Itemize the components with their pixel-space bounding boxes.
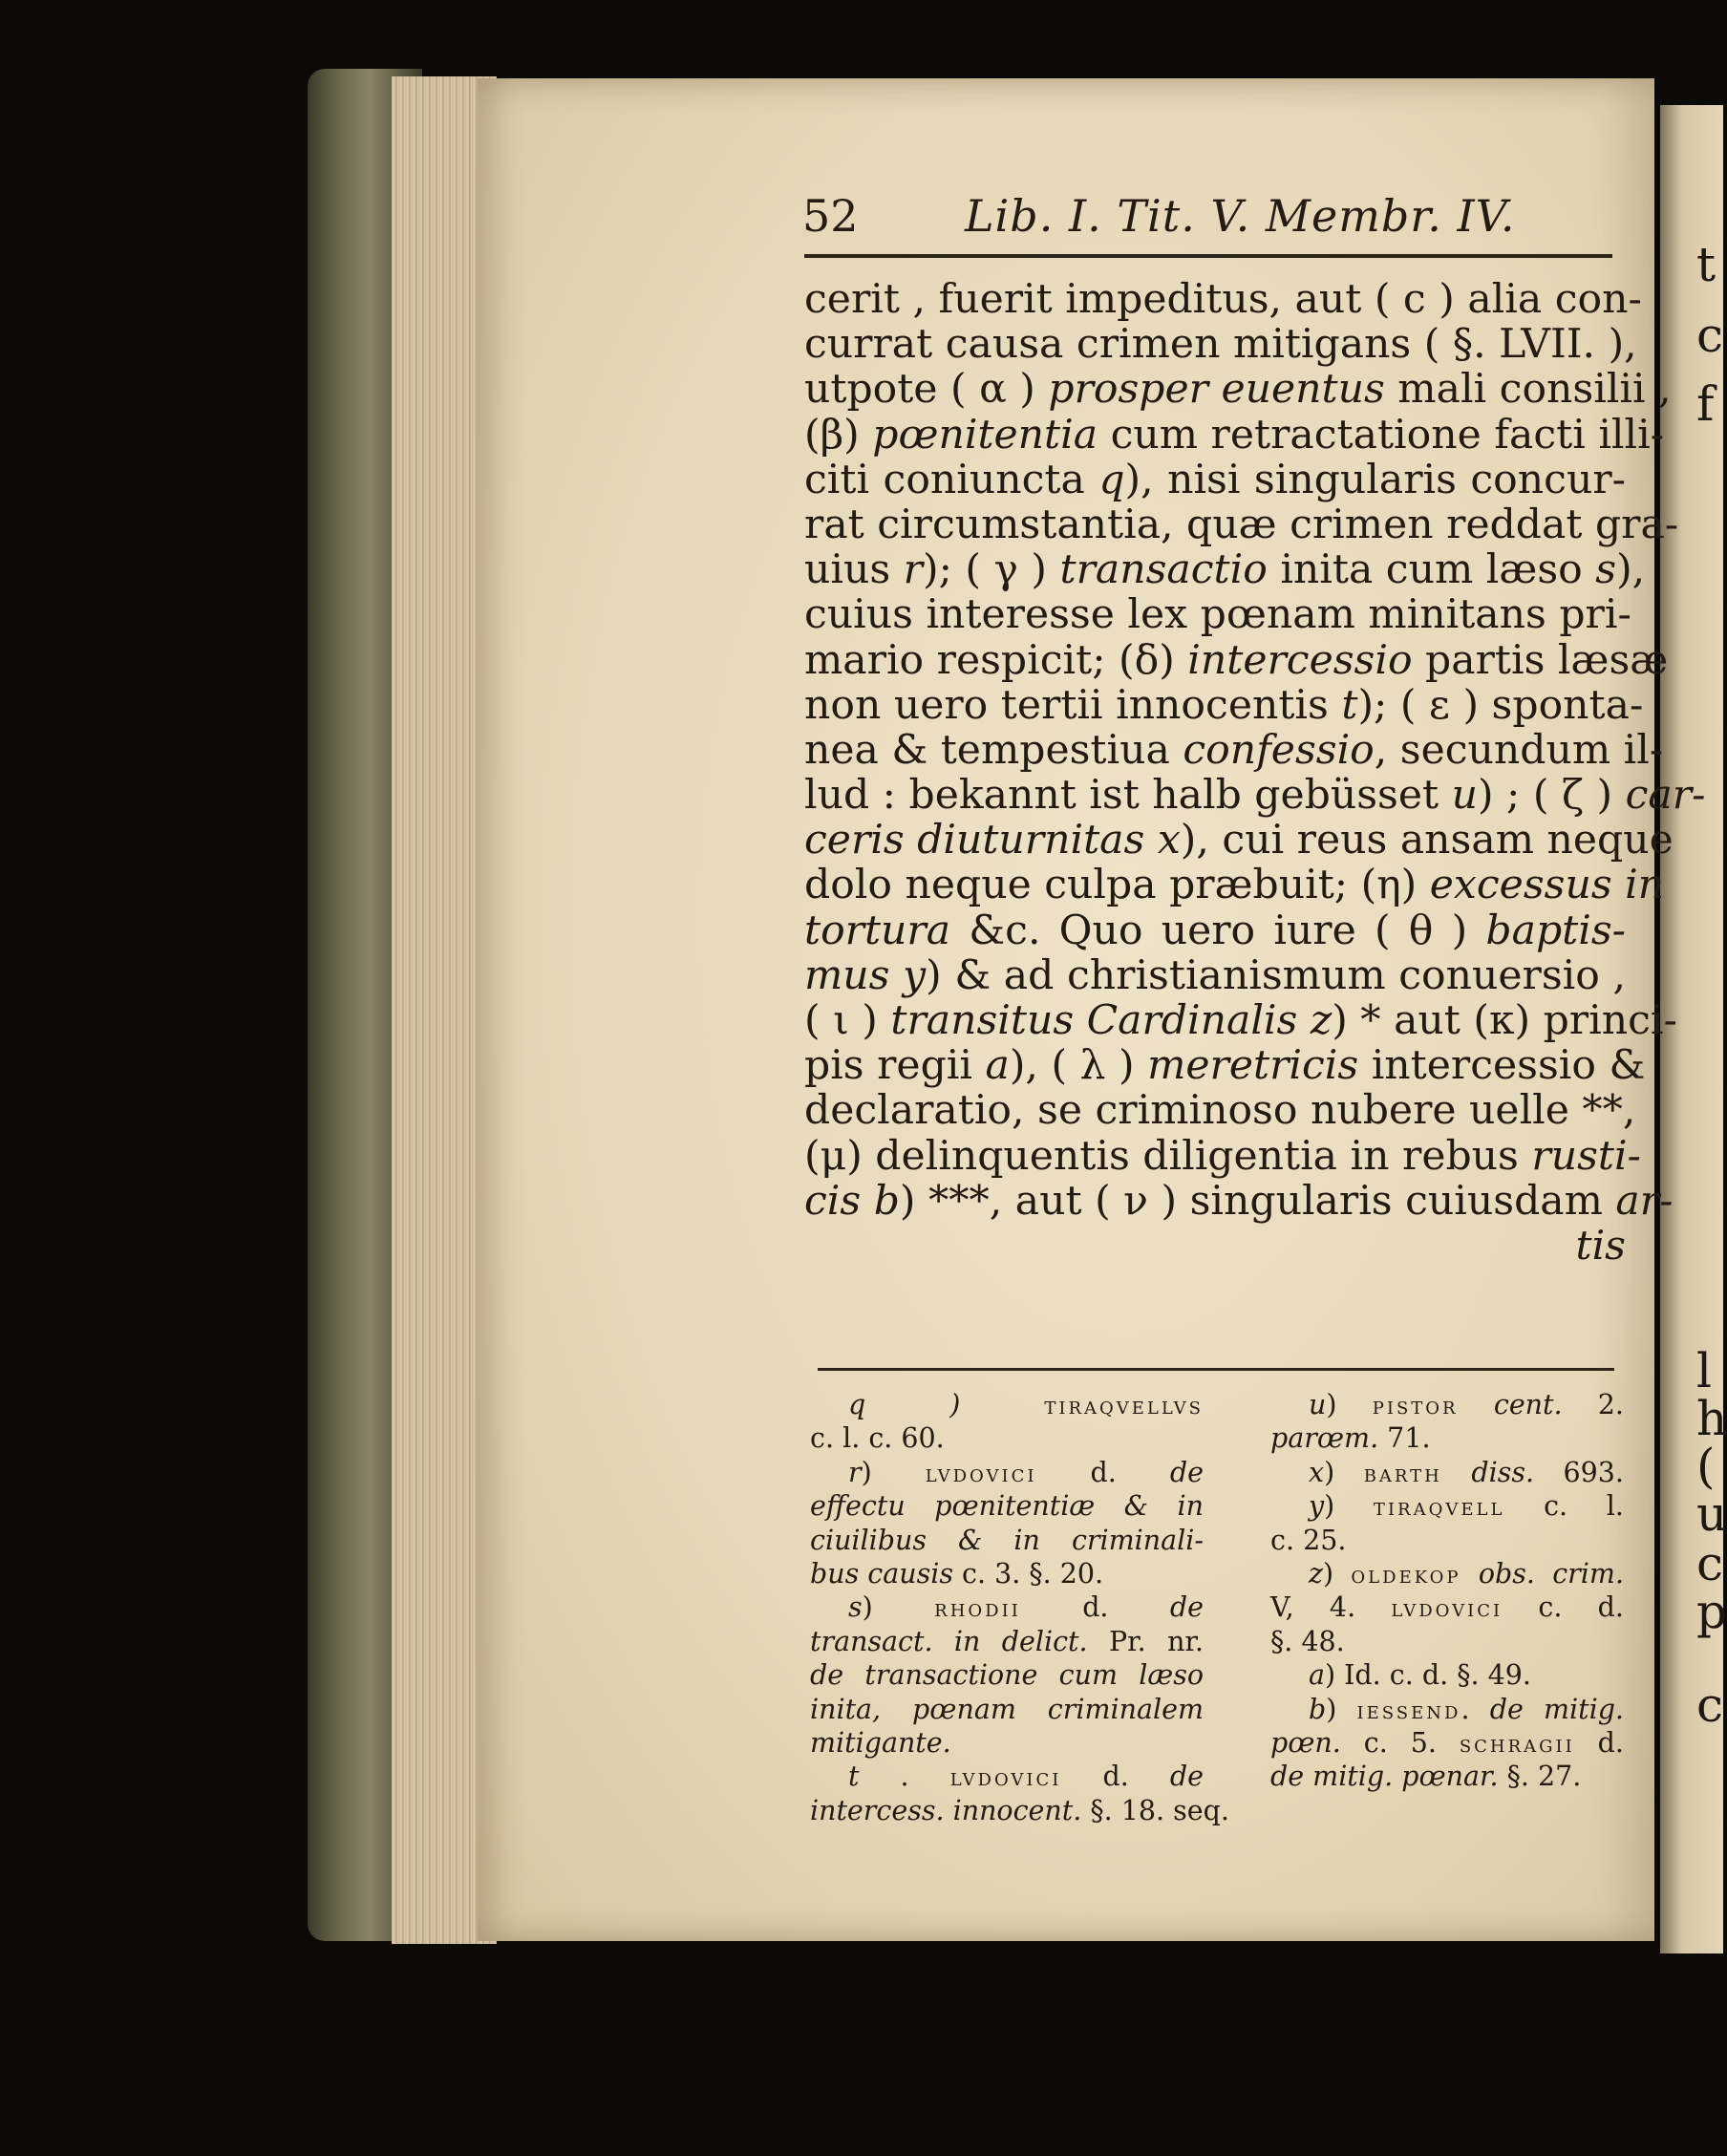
text-run: dolo neque culpa præbuit; (η) [804,862,1430,909]
text-run: ), ( λ ) [1009,1042,1148,1090]
text-run: pistor [1372,1392,1459,1420]
text-line [804,1177,1674,1225]
text-run: ) [1326,1693,1357,1725]
text-run: c. d. [1503,1591,1624,1624]
text-run: tis [1575,1222,1626,1270]
footnotes-right-column [1270,1388,1624,1794]
next-page-glyph: t [1696,237,1716,292]
text-run: s [848,1591,863,1624]
text-line [804,681,1644,729]
text-run: z [1309,1557,1324,1590]
text-run: citi coniuncta [804,456,1099,503]
text-line [804,1132,1641,1180]
text-run: utpote ( α ) [804,366,1049,414]
text-line [804,1087,1636,1135]
text-run: ) ; ( ζ ) [1477,772,1626,820]
text-run: . [859,1761,950,1793]
text-line [804,501,1679,548]
text-line [804,411,1665,459]
text-line [804,726,1664,774]
text-run: rusti- [1531,1132,1641,1180]
footnote-line [1270,1726,1624,1760]
text-run: iessend [1356,1696,1461,1725]
text-run [1461,1558,1479,1590]
text-line [804,1042,1646,1090]
text-run: ) [1324,1490,1374,1523]
text-run: transactio [1059,546,1268,594]
head-rule [804,254,1612,258]
text-run: pœn. [1270,1726,1341,1759]
footnote-line [810,1557,1204,1590]
text-run: §. 27. [1498,1761,1582,1793]
text-run: diss. [1471,1456,1535,1488]
text-run: bus causis [810,1557,953,1590]
footnote-line [810,1456,1204,1489]
footnote-rule [818,1368,1614,1371]
footnote-line [810,1726,1204,1760]
text-run: pis regii [804,1042,986,1090]
text-run: de mitig. pœnar. [1270,1761,1499,1793]
text-run: inita cum læso [1267,546,1596,594]
text-run: ); ( γ ) [922,546,1060,594]
text-run: currat causa crimen mitigans ( §. LVII. ), [804,321,1637,369]
text-run: obs. crim. [1478,1557,1624,1590]
text-line [804,908,1626,953]
next-page-glyph: c [1696,1677,1724,1733]
text-run: ceris diuturnitas x [804,817,1181,865]
text-run: de [1169,1761,1204,1793]
text-line [804,862,1665,909]
text-run: d. [1574,1726,1624,1759]
footnote-line [810,1388,1204,1421]
text-run: c. 5. [1340,1726,1460,1759]
text-run: transitus Cardinalis z [890,997,1333,1044]
next-page-glyph: c [1696,308,1724,363]
text-run: 2. [1562,1389,1624,1420]
text-run: lvdovici [1391,1594,1503,1624]
footnote-line [810,1489,1204,1523]
text-run: ar- [1615,1177,1674,1225]
text-run: non uero tertii innocentis [804,681,1342,729]
text-run: 693. [1534,1456,1624,1488]
text-run: rhodii [934,1594,1021,1624]
footnote-line [1270,1693,1624,1726]
text-run: mitigante. [810,1726,951,1759]
text-run: cerit , fuerit impeditus, aut ( c ) alia con- [804,276,1642,323]
text-run: c. l. c. 60. [810,1422,945,1455]
text-run: u [1309,1389,1327,1420]
next-page-glyph: u [1696,1486,1727,1542]
text-run: c. l. [1504,1490,1624,1523]
text-run: rat circumstantia, quæ crimen reddat gra- [804,501,1679,548]
text-run: q ) [848,1389,1045,1420]
text-run: schragii [1459,1729,1575,1759]
text-run: ) ***, aut ( ν ) singularis cuiusdam [899,1177,1616,1225]
footnote-line [810,1625,1204,1658]
next-page-glyph: p [1696,1584,1727,1639]
text-run: &c. Quo uero iure ( θ ) [950,907,1486,954]
footnote-line [1270,1456,1624,1489]
footnote-line [1270,1524,1624,1557]
text-run: intercess. innocent. [810,1794,1082,1826]
text-run: barth [1363,1459,1442,1488]
footnote-line [1270,1557,1624,1590]
text-run: tiraqvell [1373,1493,1505,1523]
text-line [804,458,1626,502]
text-run: declaratio, se criminoso nubere uelle **, [804,1087,1636,1135]
text-run: ), nisi singularis concur- [1124,456,1626,503]
text-run: de [1169,1591,1204,1624]
text-run: effectu pœnitentiæ & in [810,1490,1204,1523]
footnote-line [1270,1760,1624,1793]
text-run: partis læsæ [1412,636,1669,684]
footnote-line [1270,1489,1624,1523]
text-run: u [1451,772,1478,820]
text-run: lvdovici [949,1763,1062,1793]
footnote-line [810,1421,1204,1455]
text-run: cis b [804,1177,900,1225]
text-run [1459,1389,1494,1420]
text-run: cent. [1493,1389,1563,1420]
text-run: r [848,1456,862,1488]
text-run: oldekop [1351,1560,1461,1590]
footnote-line [1270,1590,1624,1624]
text-run: mario respicit; (δ) [804,636,1188,684]
text-run: Pr. nr. [1087,1625,1204,1657]
footnote-line [1270,1658,1624,1692]
text-run: lud : bekannt ist halb gebüsset [804,772,1452,820]
text-line [804,636,1669,684]
text-run: de mitig. [1489,1693,1624,1725]
text-run [1442,1457,1472,1488]
text-run: ), [1616,546,1646,594]
footnote-line [1270,1625,1624,1658]
text-run: meretricis [1147,1042,1359,1090]
footnote-line [810,1590,1204,1624]
running-head [802,187,1612,245]
text-run: ciuilibus & in criminali- [810,1524,1204,1556]
text-run: cuius interesse lex pœnam minitans pri- [804,591,1631,639]
text-run: §. 48. [1270,1625,1345,1657]
text-run: ); ( ε ) sponta- [1357,681,1644,729]
footnote-line [810,1693,1204,1726]
text-line [804,772,1706,820]
footnote-line [1270,1421,1624,1455]
text-run: mali consilii , [1384,366,1672,414]
main-text [804,276,1706,1270]
running-head-title: Lib. I. Tit. V. Membr. IV. [965,190,1516,242]
next-page-glyph: f [1696,376,1715,432]
next-page-glyph: c [1696,1536,1724,1591]
text-run: a [1309,1659,1325,1692]
text-run: 71. [1378,1422,1431,1455]
text-line [804,953,1626,998]
text-run: ) & ad christianismum conuersio , [926,951,1626,999]
text-run: confessio [1183,726,1375,774]
footnotes-left-column [810,1388,1229,1827]
text-run: transact. in delict. [810,1625,1088,1657]
text-run: prosper euentus [1048,366,1385,414]
text-run: car- [1625,772,1706,820]
text-run: parœm. [1270,1422,1379,1455]
text-run: tiraqvellvs [1044,1392,1204,1420]
text-run: ) [1324,1456,1364,1488]
text-run: nea & tempestiua [804,726,1183,774]
text-run: ) [861,1456,926,1488]
text-run: c. 3. §. 20. [952,1557,1104,1590]
text-run: intercessio & [1358,1042,1646,1090]
text-run: de transactione cum læso [810,1659,1204,1692]
text-run: §. 18. seq. [1081,1794,1229,1826]
text-run: x [1309,1456,1325,1488]
text-line [804,591,1631,639]
text-run: t [848,1761,860,1793]
text-run: y [1309,1490,1325,1523]
text-run: (μ) delinquentis diligentia in rebus [804,1132,1532,1180]
text-run: de [1169,1456,1204,1488]
text-run: uius [804,546,904,594]
text-line [804,321,1637,369]
text-run: ) [1323,1557,1352,1590]
text-run: ) Id. c. d. §. 49. [1325,1659,1531,1692]
page-number: 52 [802,190,859,242]
text-run: tortura [804,907,951,954]
text-run: a [985,1042,1010,1090]
footnote-line [810,1524,1204,1557]
text-run: d. [1020,1591,1170,1624]
footnote-line [810,1794,1229,1827]
text-run: excessus in [1429,862,1665,909]
next-page-glyph: ( [1696,1439,1716,1494]
footnote-line [1270,1388,1624,1421]
text-run: V, 4. [1270,1591,1392,1624]
text-line [804,366,1672,414]
text-run: intercessio [1187,636,1413,684]
text-line [804,997,1677,1044]
text-run: t [1341,681,1358,729]
text-run: inita, pœnam criminalem [810,1693,1204,1725]
text-run: cum retractatione facti illi- [1098,411,1665,459]
footnote-line [810,1760,1204,1793]
text-run: ) [862,1591,935,1624]
text-run: pœnitentia [872,411,1098,459]
footnote-line [810,1658,1204,1692]
text-line [804,817,1674,865]
text-run: , secundum il- [1374,726,1664,774]
text-run: (β) [804,411,873,459]
text-run: . [1460,1693,1490,1725]
text-run: ), cui reus ansam neque [1180,817,1674,865]
text-run: d. [1061,1761,1170,1793]
text-run: ) * aut (κ) princi- [1332,997,1677,1044]
text-run: q [1098,456,1125,503]
next-page-glyph: l [1696,1343,1712,1398]
text-line [804,276,1642,323]
text-run: c. 25. [1270,1524,1347,1556]
text-run: r [903,546,923,594]
text-run: ( ι ) [804,997,891,1044]
text-run: lvdovici [925,1459,1037,1488]
text-run: b [1309,1693,1327,1725]
next-page-glyph: h [1696,1391,1727,1446]
text-line [804,546,1646,594]
text-run: mus y [804,951,927,999]
text-run: s [1595,546,1617,594]
text-run: ) [1326,1389,1373,1420]
text-line [804,1224,1626,1269]
text-run: d. [1036,1456,1170,1488]
text-run: baptis- [1485,907,1626,954]
